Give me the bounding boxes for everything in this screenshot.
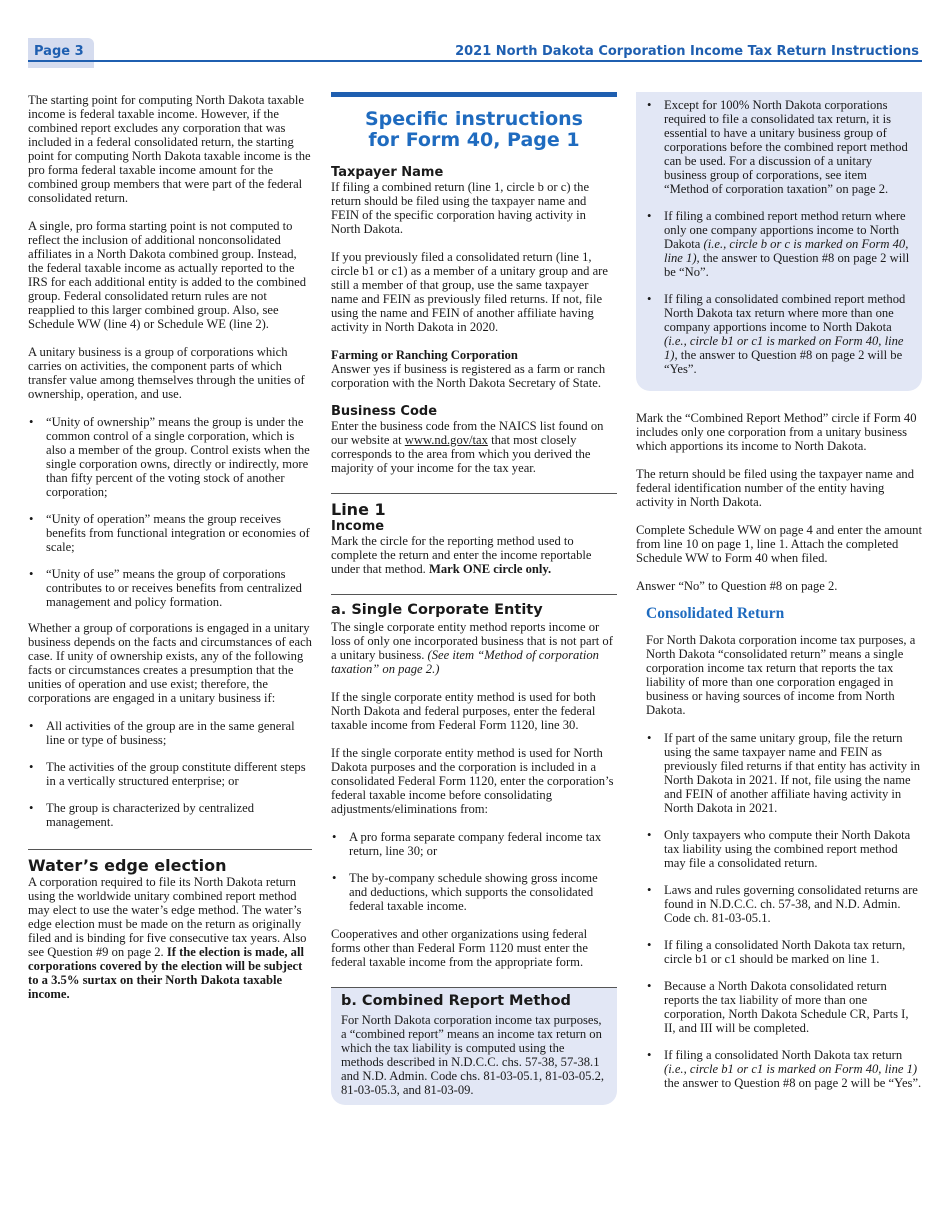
list-item: • “Unity of use” means the group of corporations contributes to or receives benefits from centralized management and policy formation. xyxy=(28,567,312,609)
paragraph: The single corporate entity method reports income or loss of only one incorporated business that is not part of a unitary business. (See item “Method of corporation taxation” on page 2.) xyxy=(331,620,613,676)
paragraph: Cooperatives and other organizations using federal forms other than Federal Form 1120 must enter the federal taxable income from the appropriate form. xyxy=(331,927,588,969)
presumption-list xyxy=(28,719,312,829)
list-item: • The by-company schedule showing gross income and deductions, which supports the consolidated federal taxable income. xyxy=(331,871,617,913)
title-bar xyxy=(331,92,617,97)
paragraph: For North Dakota corporation income tax purposes, a North Dakota “consolidated return” means a single corporation income tax return that reports the tax liability of more than one corporation engaged in business or having sources of income from North Dakota. xyxy=(646,633,916,717)
column-3 xyxy=(636,92,922,1104)
paragraph: Whether a group of corporations is engaged in a unitary business depends on the facts and circumstances of each case. If unity of ownership exists, any of the following facts or circumstances creates a presumption that the unities of operation and use exist; therefore, the corporations are engaged in a unitary business if: xyxy=(28,621,312,705)
waters-edge-heading: Water’s edge election xyxy=(28,856,227,875)
header-title: 2021 North Dakota Corporation Income Tax Return Instructions xyxy=(455,44,919,59)
paragraph: Mark the circle for the reporting method used to complete the return and enter the income reportable under that method. Mark ONE circle only. xyxy=(331,534,592,576)
column-2 xyxy=(331,92,617,1105)
paragraph: Answer yes if business is registered as a farm or ranch corporation with the North Dakota Secretary of State. xyxy=(331,362,606,390)
list-item: • Except for 100% North Dakota corporations required to file a consolidated tax return, it is essential to have a unitary business group of corporations before the combined report method can be used. For a discussion of a unitary business group of corporations, see item “Method of corporation taxation” on page 2. xyxy=(646,98,912,196)
line1-heading: Line 1 xyxy=(331,500,386,519)
line1-subheading: Income xyxy=(331,519,385,534)
paragraph: If filing a combined return (line 1, circle b or c) the return should be filed using the taxpayer name and FEIN of the specific corporation having activity in North Dakota. xyxy=(331,180,590,236)
list-item: • If part of the same unitary group, file the return using the same taxpayer name and FEIN as previously filed returns if that entity has activity in North Dakota in 2021. If not, file using the name and FEIN of another affiliate having activity in North Dakota in 2021. xyxy=(646,731,922,815)
paragraph: For North Dakota corporation income tax purposes, a “combined report” means an income tax return on which the tax liability is computed using the methods described in N.D.C.C. chs. 57-38, 57-38.1 and N.D. Admin. Code chs. 81-03-05.1, 81-03-05.2, 81-03-05.3, and 81-03-09. xyxy=(341,1013,605,1097)
list-item: • Only taxpayers who compute their North Dakota tax liability using the combined report method may file a consolidated return. xyxy=(646,828,922,870)
single-entity-heading: a. Single Corporate Entity xyxy=(331,602,543,618)
paragraph: A unitary business is a group of corporations which carries on activities, the component parts of which transfer value among themselves through the unities of ownership, operation, and use. xyxy=(28,345,305,401)
combined-report-panel xyxy=(331,988,617,1105)
list-item: • A pro forma separate company federal income tax return, line 30; or xyxy=(331,830,617,858)
single-entity-list xyxy=(331,830,617,913)
list-item: • The activities of the group constitute different steps in a vertically structured enterprise; or xyxy=(28,760,312,788)
paragraph: Answer “No” to Question #8 on page 2. xyxy=(636,579,838,593)
combined-report-continued-panel xyxy=(636,92,922,391)
paragraph: The starting point for computing North Dakota taxable income is federal taxable income. However, if the combined report excludes any corporation that was included in a federal consolidated return, the starting point for computing North Dakota taxable income is the pro forma federal taxable income amount for the combined group members that were part of the federal consolidated return. xyxy=(28,93,311,205)
paragraph: Mark the “Combined Report Method” circle if Form 40 includes only one corporation from a unitary business which apportions its income to North Dakota. xyxy=(636,411,917,453)
list-item: • If filing a consolidated North Dakota tax return (i.e., circle b1 or c1 is marked on Form 40, line 1) the answer to Question #8 on page 2 will be “Yes”. xyxy=(646,1048,922,1090)
list-item: • If filing a consolidated North Dakota tax return, circle b1 or c1 should be marked on line 1. xyxy=(646,938,922,966)
list-item: • The group is characterized by centralized management. xyxy=(28,801,312,829)
header-rule xyxy=(28,60,922,62)
divider xyxy=(331,493,617,494)
paragraph: If the single corporate entity method is used for both North Dakota and federal purposes, enter the federal taxable income from Federal Form 1120, line 30. xyxy=(331,690,596,732)
page-label: Page 3 xyxy=(34,44,84,59)
combined-report-heading: b. Combined Report Method xyxy=(341,993,571,1009)
paragraph: If the single corporate entity method is used for North Dakota purposes and the corporation is included in a consolidated Federal Form 1120, enter the corporation’s federal taxable income before consolidating adjustments/eliminations from: xyxy=(331,746,614,816)
paragraph: Enter the business code from the NAICS list found on our website at www.nd.gov/tax that most closely corresponds to the area from which you derived the majority of your income for the tax year. xyxy=(331,419,604,475)
column-1 xyxy=(28,93,312,1015)
business-code-heading: Business Code xyxy=(331,404,438,419)
paragraph: The return should be filed using the taxpayer name and federal identification number of the entity having activity in North Dakota. xyxy=(636,467,915,509)
divider xyxy=(28,849,312,850)
paragraph: A single, pro forma starting point is not computed to reflect the inclusion of additional nonconsolidated affiliates in a North Dakota combined group. Instead, the federal taxable income as actually reported to the IRS for each additional entity is added to the combined group. Federal consolidated return rules are not reapplied to this larger combined group. Also, see Schedule WW (line 4) or Schedule WE (line 2). xyxy=(28,219,307,331)
farming-heading: Farming or Ranching Corporation xyxy=(331,348,518,362)
consolidated-heading: Consolidated Return xyxy=(646,605,785,622)
page-tab xyxy=(28,38,94,68)
unity-list xyxy=(28,415,312,609)
list-item: • All activities of the group are in the same general line or type of business; xyxy=(28,719,312,747)
page-title: Specific instructions for Form 40, Page 1 xyxy=(365,108,583,151)
waters-edge-text: A corporation required to file its North Dakota return using the worldwide unitary combined report method may elect to use the water’s edge method. The water’s edge election must be made on the return as originally filed and is binding for five consecutive tax years. Also see Question #9 on page 2. If the election is made, all corporations covered by the election will be subject to a 3.5% surtax on their North Dakota taxable income. xyxy=(28,875,307,1001)
taxpayer-heading: Taxpayer Name xyxy=(331,165,444,180)
list-item: • “Unity of operation” means the group receives benefits from functional integration or economies of scale; xyxy=(28,512,312,554)
combined-report-list xyxy=(646,98,912,376)
consolidated-section xyxy=(636,633,922,1090)
list-item: • Because a North Dakota consolidated return reports the tax liability of more than one corporation, North Dakota Schedule CR, Parts I, II, and III will be completed. xyxy=(646,979,922,1035)
nd-tax-link[interactable]: www.nd.gov/tax xyxy=(404,433,488,447)
paragraph: Complete Schedule WW on page 4 and enter the amount from line 10 on page 1, line 1. Attach the completed Schedule WW to Form 40 when filed. xyxy=(636,523,922,565)
divider xyxy=(331,594,617,595)
list-item: • “Unity of ownership” means the group is under the common control of a single corporation, which is also a member of the group. Control exists when the single corporation owns, directly or indirectly, more than fifty percent of the voting stock of another corporation; xyxy=(28,415,312,499)
list-item: • If filing a consolidated combined report method North Dakota tax return where more than one company apportions income to North Dakota (i.e., circle b1 or c1 is marked on Form 40, line 1), the answer to Question #8 on page 2 will be “Yes”. xyxy=(646,292,912,376)
list-item: • Laws and rules governing consolidated returns are found in N.D.C.C. ch. 57-38, and N.D. Admin. Code ch. 81-03-05.1. xyxy=(646,883,922,925)
consolidated-list xyxy=(646,731,922,1090)
paragraph: If you previously filed a consolidated return (line 1, circle b1 or c1) as a member of a unitary group and are still a member of that group, use the same taxpayer name and FEIN as previously filed returns. If not, file using the name and FEIN of another affiliate having activity in North Dakota in 2020. xyxy=(331,250,608,334)
list-item: • If filing a combined report method return where only one company apportions income to North Dakota (i.e., circle b or c is marked on Form 40, line 1), the answer to Question #8 on page 2 will be “No”. xyxy=(646,209,912,279)
